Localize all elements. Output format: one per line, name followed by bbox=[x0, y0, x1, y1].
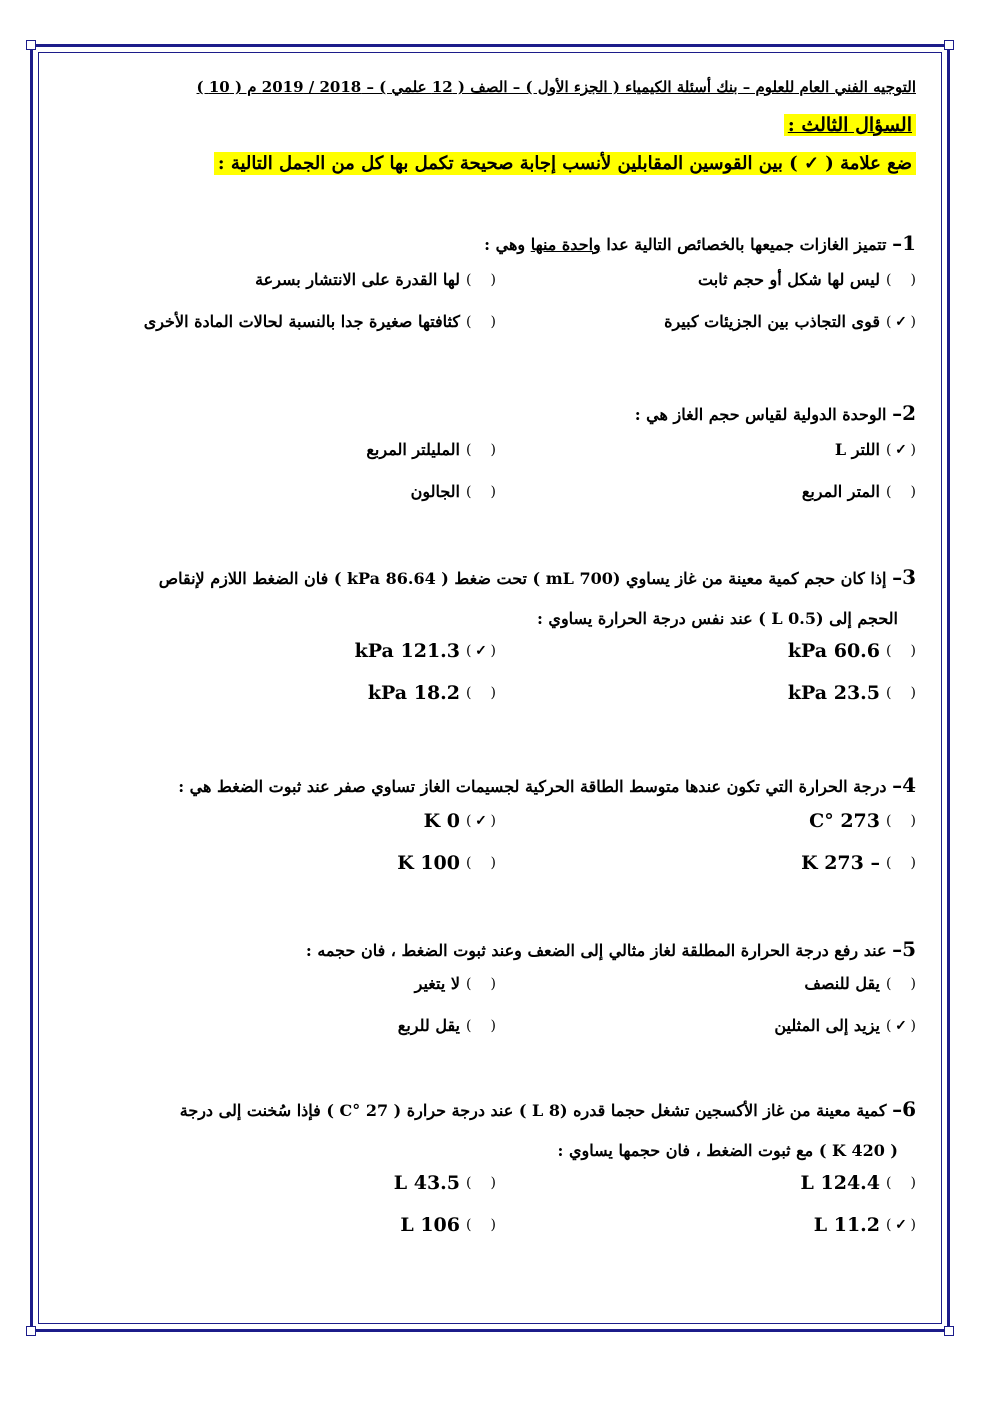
option-3d[interactable]: ( ) 18.2 kPa bbox=[367, 682, 496, 704]
instruction-line: ضع علامة ( ✓ ) بين القوسين المقابلين لأنسب إجابة صحيحة تكمل بها كل من الجمل التالية : bbox=[214, 152, 916, 175]
option-3c[interactable]: ( ) 23.5 kPa bbox=[787, 682, 916, 704]
check-mark-icon: ✓ bbox=[895, 1217, 907, 1233]
answer-box[interactable]: ( ✓ ) bbox=[886, 1217, 916, 1233]
answer-box[interactable]: ( ) bbox=[886, 643, 916, 659]
question-3 bbox=[60, 564, 916, 736]
option-4c[interactable]: ( ) – 273 K bbox=[801, 852, 916, 874]
answer-box[interactable]: ( ✓ ) bbox=[886, 1017, 916, 1034]
question-number: 4– bbox=[892, 773, 916, 797]
answer-box[interactable]: ( ) bbox=[886, 685, 916, 701]
question-stem: 1– تتميز الغازات جميعها بالخصائص التالية عدا واحدة منها وهي : bbox=[484, 231, 916, 255]
answer-box[interactable]: ( ) bbox=[886, 975, 916, 992]
check-mark-icon bbox=[894, 272, 908, 288]
answer-box[interactable]: ( ✓ ) bbox=[466, 813, 496, 829]
option-2d[interactable]: ( ) الجالون bbox=[410, 482, 496, 501]
border-corner bbox=[26, 40, 36, 50]
option-5b[interactable]: ( ) لا يتغير bbox=[414, 974, 496, 993]
border-corner bbox=[944, 40, 954, 50]
option-3b[interactable]: ( ✓ ) 121.3 kPa bbox=[354, 640, 496, 662]
question-4 bbox=[60, 772, 916, 906]
question-stem-line2: الحجم إلى (L 0.5 ) عند نفس درجة الحرارة يساوي : bbox=[536, 609, 898, 628]
answer-box[interactable]: ( ) bbox=[466, 1017, 496, 1034]
option-3a[interactable]: ( ) 60.6 kPa bbox=[787, 640, 916, 662]
question-stem: 3– إذا كان حجم كمية معينة من غاز يساوي (700 mL ) تحت ضغط ( 86.64 kPa ) فان الضغط اللازم لإنقاص bbox=[158, 565, 916, 589]
option-4a[interactable]: ( ) 273 °C bbox=[809, 810, 916, 832]
answer-box[interactable]: ( ✓ ) bbox=[466, 643, 496, 659]
option-5d[interactable]: ( ) يقل للربع bbox=[397, 1016, 496, 1035]
border-corner bbox=[944, 1326, 954, 1336]
question-stem: 5– عند رفع درجة الحرارة المطلقة لغاز مثالي إلى الضعف وعند ثبوت الضغط ، فان حجمه : bbox=[305, 937, 916, 961]
option-5a[interactable]: ( ) يقل للنصف bbox=[804, 974, 916, 993]
answer-box[interactable]: ( ) bbox=[466, 1217, 496, 1233]
answer-box[interactable]: ( ✓ ) bbox=[886, 313, 916, 330]
question-number: 5– bbox=[892, 937, 916, 961]
answer-box[interactable]: ( ) bbox=[886, 271, 916, 288]
option-6c[interactable]: ( ✓ ) 11.2 L bbox=[813, 1214, 916, 1236]
question-5 bbox=[60, 936, 916, 1070]
answer-box[interactable]: ( ) bbox=[466, 975, 496, 992]
question-stem-line2: ( 420 K ) مع ثبوت الضغط ، فان حجمها يساوي : bbox=[557, 1141, 898, 1160]
check-mark-icon bbox=[474, 1175, 488, 1191]
answer-box[interactable]: ( ) bbox=[466, 271, 496, 288]
answer-box[interactable]: ( ) bbox=[466, 313, 496, 330]
check-mark-icon bbox=[474, 484, 488, 500]
option-4b[interactable]: ( ✓ ) 0 K bbox=[423, 810, 496, 832]
check-mark-icon bbox=[474, 855, 488, 871]
check-mark-icon: ✓ bbox=[475, 643, 487, 659]
question-number: 3– bbox=[892, 565, 916, 589]
check-mark-icon bbox=[894, 976, 908, 992]
check-mark-icon bbox=[474, 1018, 488, 1034]
answer-box[interactable]: ( ) bbox=[466, 441, 496, 458]
answer-box[interactable]: ( ) bbox=[466, 685, 496, 701]
answer-box[interactable]: ( ) bbox=[886, 855, 916, 871]
answer-box[interactable]: ( ) bbox=[886, 813, 916, 829]
option-6d[interactable]: ( ) 106 L bbox=[400, 1214, 496, 1236]
answer-box[interactable]: ( ) bbox=[886, 483, 916, 500]
answer-box[interactable]: ( ) bbox=[886, 1175, 916, 1191]
option-5c[interactable]: ( ✓ ) يزيد إلى المثلين bbox=[774, 1016, 916, 1035]
question-stem: 2– الوحدة الدولية لقياس حجم الغاز هي : bbox=[634, 401, 916, 425]
option-4d[interactable]: ( ) 100 K bbox=[397, 852, 496, 874]
answer-box[interactable]: ( ) bbox=[466, 1175, 496, 1191]
question-number: 2– bbox=[892, 401, 916, 425]
question-1 bbox=[60, 230, 916, 366]
check-mark-icon bbox=[894, 1175, 908, 1191]
check-mark-icon bbox=[894, 643, 908, 659]
option-1d[interactable]: ( ) كثافتها صغيرة جدا بالنسبة لحالات المادة الأخرى bbox=[143, 312, 496, 331]
check-mark-icon bbox=[474, 314, 488, 330]
check-mark-icon bbox=[894, 813, 908, 829]
question-6 bbox=[60, 1096, 916, 1268]
option-2b[interactable]: ( ) المليلتر المربع bbox=[366, 440, 496, 459]
border-corner bbox=[26, 1326, 36, 1336]
section-title: السؤال الثالث : bbox=[784, 114, 916, 136]
check-mark-icon bbox=[894, 484, 908, 500]
question-number: 6– bbox=[892, 1097, 916, 1121]
check-mark-icon: ✓ bbox=[895, 441, 907, 458]
option-6a[interactable]: ( ) 124.4 L bbox=[800, 1172, 916, 1194]
question-2 bbox=[60, 400, 916, 536]
check-mark-icon bbox=[474, 442, 488, 458]
check-mark-icon bbox=[474, 685, 488, 701]
question-number: 1– bbox=[892, 231, 916, 255]
option-1c[interactable]: ( ✓ ) قوى التجاذب بين الجزيئات كبيرة bbox=[664, 312, 916, 331]
check-mark-icon bbox=[474, 272, 488, 288]
question-stem: 4– درجة الحرارة التي تكون عندها متوسط الطاقة الحركية لجسيمات الغاز تساوي صفر عند ثبوت الضغط هي : bbox=[178, 773, 916, 797]
check-mark-icon: ✓ bbox=[475, 813, 487, 829]
check-mark-icon: ✓ bbox=[895, 313, 907, 330]
check-mark-icon bbox=[894, 685, 908, 701]
check-mark-icon bbox=[474, 1217, 488, 1233]
option-1a[interactable]: ( ) ليس لها شكل أو حجم ثابت bbox=[698, 270, 916, 289]
answer-box[interactable]: ( ) bbox=[466, 483, 496, 500]
check-mark-icon bbox=[894, 855, 908, 871]
option-2c[interactable]: ( ) المتر المربع bbox=[801, 482, 916, 501]
page-header: التوجيه الفني العام للعلوم – بنك أسئلة الكيمياء ( الجزء الأول ) – الصف ( 12 علمي ) – 2018 / 2019 م ( 10 ) bbox=[196, 78, 916, 96]
option-2a[interactable]: ( ✓ ) اللتر L bbox=[834, 440, 916, 459]
option-1b[interactable]: ( ) لها القدرة على الانتشار بسرعة bbox=[255, 270, 496, 289]
underlined-phrase: واحدة منها bbox=[530, 235, 601, 254]
option-6b[interactable]: ( ) 43.5 L bbox=[393, 1172, 496, 1194]
answer-box[interactable]: ( ✓ ) bbox=[886, 441, 916, 458]
worksheet-page bbox=[60, 70, 922, 1310]
question-stem: 6– كمية معينة من غاز الأكسجين تشغل حجما قدره (8 L ) عند درجة حرارة ( 27 °C ) فإذا سُخنت إلى درجة bbox=[179, 1097, 916, 1121]
check-mark-icon bbox=[474, 976, 488, 992]
answer-box[interactable]: ( ) bbox=[466, 855, 496, 871]
check-mark-icon: ✓ bbox=[895, 1017, 907, 1034]
